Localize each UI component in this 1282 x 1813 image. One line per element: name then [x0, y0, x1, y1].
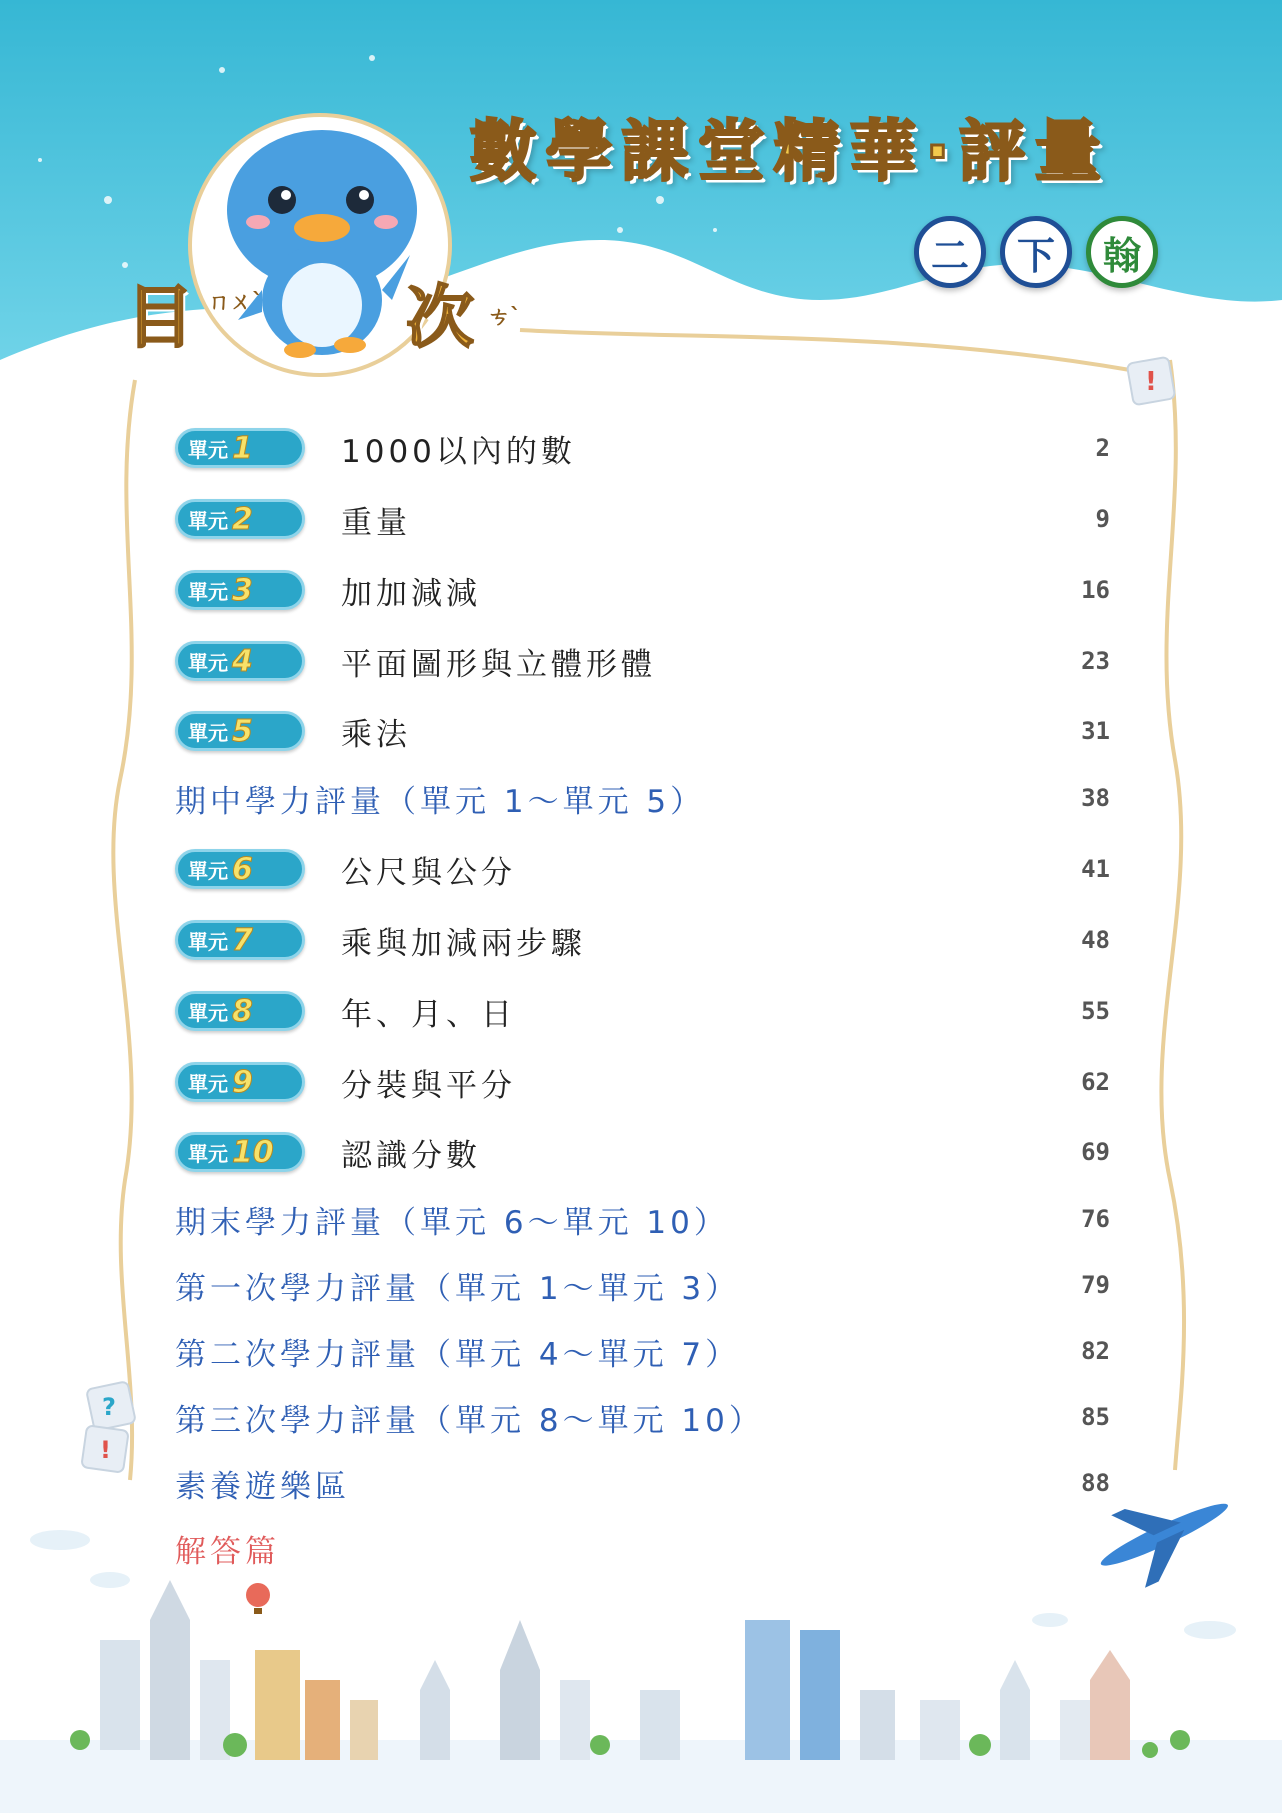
unit-label: 單元 [188, 858, 228, 883]
chapter-title: 1000以內的數 [341, 433, 576, 470]
border-line-top [520, 330, 1130, 370]
toc-row[interactable] [175, 983, 1110, 1039]
unit-number: 1 [232, 430, 253, 466]
unit-badge [175, 849, 305, 889]
term-badge: 下 [1000, 216, 1072, 288]
toc-row[interactable] [175, 633, 1110, 689]
chapter-title: 乘法 [341, 716, 411, 753]
unit-number: 5 [232, 713, 253, 749]
grade-badge: 二 [914, 216, 986, 288]
toc-row[interactable] [175, 1124, 1110, 1180]
toc-row[interactable] [175, 1455, 1110, 1511]
assessment-title: 期末學力評量（單元 6～單元 10） [175, 1204, 729, 1241]
assessment-title: 第二次學力評量（單元 4～單元 7） [175, 1336, 741, 1373]
page-number: 31 [1081, 717, 1110, 745]
toc-heading-zhuyin-1: ㄇㄨˋ [208, 290, 264, 315]
chapter-title: 分裝與平分 [341, 1067, 516, 1104]
unit-label: 單元 [188, 929, 228, 954]
toc-heading-zhuyin-2: ㄘˋ [488, 305, 522, 330]
toc-row[interactable] [175, 1389, 1110, 1445]
dice-decoration-top-right [1127, 357, 1176, 406]
toc-row[interactable] [175, 1257, 1110, 1313]
answer-section-title: 解答篇 [175, 1533, 280, 1570]
page-number: 23 [1081, 647, 1110, 675]
toc-row[interactable] [175, 770, 1110, 826]
edition-badge: 翰 [1086, 216, 1158, 288]
svg-text:?: ? [102, 1393, 116, 1421]
toc-row[interactable] [175, 912, 1110, 968]
unit-number: 10 [232, 1134, 274, 1170]
unit-label: 單元 [188, 437, 228, 462]
page-number: 38 [1081, 784, 1110, 812]
hot-air-balloon [246, 1583, 270, 1614]
page-number: 76 [1081, 1205, 1110, 1233]
unit-label: 單元 [188, 508, 228, 533]
toc-row[interactable] [175, 703, 1110, 759]
chapter-title: 重量 [341, 504, 411, 541]
unit-label: 單元 [188, 650, 228, 675]
assessment-title: 第一次學力評量（單元 1～單元 3） [175, 1270, 741, 1307]
grade-badges [914, 216, 1158, 288]
chapter-title: 乘與加減兩步驟 [341, 925, 586, 962]
page-number: 79 [1081, 1271, 1110, 1299]
page-number: 16 [1081, 576, 1110, 604]
page-number: 69 [1081, 1138, 1110, 1166]
svg-text:!: ! [1145, 367, 1157, 397]
toc-heading-char-1: 目 [125, 278, 194, 358]
unit-badge [175, 1132, 305, 1172]
unit-label: 單元 [188, 579, 228, 604]
unit-badge [175, 499, 305, 539]
assessment-title: 期中學力評量（單元 1～單元 5） [175, 783, 706, 820]
toc-row[interactable] [175, 491, 1110, 547]
unit-number: 6 [232, 851, 253, 887]
unit-badge [175, 920, 305, 960]
page-number: 2 [1095, 434, 1110, 462]
svg-text:!: ! [100, 1436, 111, 1464]
unit-label: 單元 [188, 1071, 228, 1096]
page-number: 85 [1081, 1403, 1110, 1431]
page-number: 55 [1081, 997, 1110, 1025]
page-number: 82 [1081, 1337, 1110, 1365]
unit-badge [175, 641, 305, 681]
unit-badge [175, 991, 305, 1031]
unit-number: 9 [232, 1064, 253, 1100]
chapter-title: 年、月、日 [341, 996, 516, 1033]
unit-label: 單元 [188, 1000, 228, 1025]
page-number: 62 [1081, 1068, 1110, 1096]
toc-row[interactable] [175, 1323, 1110, 1379]
chapter-title: 公尺與公分 [341, 854, 516, 891]
border-line-left [113, 380, 135, 1480]
unit-number: 7 [232, 922, 253, 958]
unit-number: 3 [232, 572, 253, 608]
toc-row[interactable] [175, 1191, 1110, 1247]
unit-badge [175, 1062, 305, 1102]
unit-badge [175, 711, 305, 751]
unit-number: 4 [232, 643, 253, 679]
unit-number: 2 [232, 501, 253, 537]
city-skyline [0, 1580, 1282, 1813]
unit-badge [175, 428, 305, 468]
page-number: 48 [1081, 926, 1110, 954]
toc-row[interactable] [175, 1520, 1110, 1576]
chapter-title: 平面圖形與立體形體 [341, 646, 656, 683]
dice-decoration-left [81, 1381, 136, 1473]
unit-badge [175, 570, 305, 610]
assessment-title: 素養遊樂區 [175, 1468, 350, 1505]
toc-row[interactable] [175, 562, 1110, 618]
page-number: 88 [1081, 1469, 1110, 1497]
chapter-title: 加加減減 [341, 575, 481, 612]
unit-number: 8 [232, 993, 253, 1029]
toc-row[interactable] [175, 420, 1110, 476]
border-line-right [1161, 360, 1184, 1470]
page-number: 9 [1095, 505, 1110, 533]
toc-row[interactable] [175, 841, 1110, 897]
unit-label: 單元 [188, 720, 228, 745]
toc-heading-char-2: 次 [405, 278, 474, 358]
unit-label: 單元 [188, 1141, 228, 1166]
toc-row[interactable] [175, 1054, 1110, 1110]
assessment-title: 第三次學力評量（單元 8～單元 10） [175, 1402, 764, 1439]
page-number: 41 [1081, 855, 1110, 883]
book-title: 數學課堂精華‧評量 [470, 113, 1111, 190]
chapter-title: 認識分數 [341, 1137, 481, 1174]
